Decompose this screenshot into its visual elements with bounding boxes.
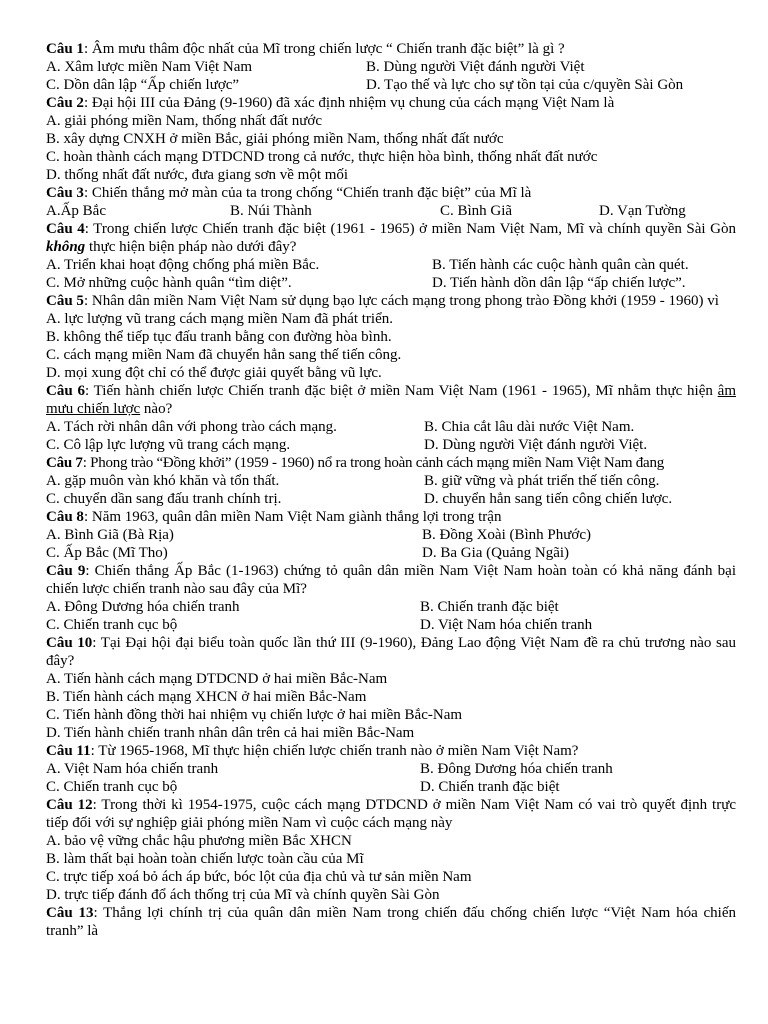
option-a: A. giải phóng miền Nam, thống nhất đất nước <box>46 113 323 129</box>
question-number: Câu 9 <box>46 563 86 579</box>
question-number: Câu 4 <box>46 221 85 237</box>
question-text-end: thực hiện biện pháp nào dưới đây? <box>85 239 297 255</box>
question-text-end: nào? <box>140 401 173 417</box>
option-d: D. Tiến hành dồn dân lập “ấp chiến lược”. <box>432 275 686 291</box>
question-5-stem <box>46 292 736 310</box>
question-number: Câu 12 <box>46 797 93 813</box>
option-b: B. Tiến hành cách mạng XHCN ở hai miền Bắc-Nam <box>46 689 367 705</box>
question-12-stem <box>46 796 736 832</box>
option-d: D. thống nhất đất nước, đưa giang sơn về một mối <box>46 167 349 183</box>
option-c: C. Cô lập lực lượng vũ trang cách mạng. <box>46 437 291 453</box>
option-a: A. Việt Nam hóa chiến tranh <box>46 761 219 777</box>
option-d: D. Ba Gia (Quảng Ngãi) <box>422 545 570 561</box>
options-row <box>46 490 736 508</box>
option-b: B. Chiến tranh đặc biệt <box>420 599 559 615</box>
options-row <box>46 760 736 778</box>
options-row <box>46 436 736 454</box>
option-d: D. Vạn Tường <box>599 203 686 219</box>
option-b: B. Núi Thành <box>230 203 312 219</box>
question-number: Câu 5 <box>46 293 84 309</box>
question-number: Câu 7 <box>46 455 83 471</box>
question-text: : Năm 1963, quân dân miền Nam Việt Nam giành thắng lợi trong trận <box>83 509 502 525</box>
question-text: : Tiến hành chiến lược Chiến tranh đặc biệt ở miền Nam Việt Nam (1961 - 1965), Mĩ nhằm thực hiện <box>84 383 718 399</box>
question-number: Câu 13 <box>46 905 94 921</box>
option-b: B. xây dựng CNXH ở miền Bắc, giải phóng miền Nam, thống nhất đất nước <box>46 131 504 147</box>
question-text: : Chiến thắng Ấp Bắc (1-1963) chứng tỏ quân dân miền Nam Việt Nam hoàn toàn có khả năng đánh bại chiến lược chiến tranh nào sau đây của Mĩ? <box>46 563 736 597</box>
option-d: D. Tạo thế và lực cho sự tồn tại của c/quyền Sài Gòn <box>366 77 684 93</box>
option-c: C. hoàn thành cách mạng DTDCND trong cả nước, thực hiện hòa bình, thống nhất đất nước <box>46 149 598 165</box>
question-9-stem <box>46 562 736 598</box>
question-underlined: âm mưu chiến lược <box>46 383 736 417</box>
question-1-stem <box>46 40 736 58</box>
options-row <box>46 778 736 796</box>
question-number: Câu 1 <box>46 41 84 57</box>
question-text: : Trong thời kì 1954-1975, cuộc cách mạng DTDCND ở miền Nam Việt Nam có vai trò quyết định trực tiếp đối với sự nghiệp giải phóng miền Nam vì cuộc cách mạng này <box>46 797 736 831</box>
option-a: A. gặp muôn vàn khó khăn và tổn thất. <box>46 473 280 489</box>
options-row <box>46 616 736 634</box>
option-d: D. trực tiếp đánh đổ ách thống trị của Mĩ và chính quyền Sài Gòn <box>46 887 440 903</box>
question-number: Câu 2 <box>46 95 84 111</box>
question-number: Câu 6 <box>46 383 85 399</box>
option-c: C. cách mạng miền Nam đã chuyển hẳn sang thế tiến công. <box>46 347 402 363</box>
option-a: A. lực lượng vũ trang cách mạng miền Nam đã phát triển. <box>46 311 394 327</box>
question-number: Câu 3 <box>46 185 84 201</box>
question-8-stem <box>46 508 736 526</box>
option-a: A. Tách rời nhân dân với phong trào cách mạng. <box>46 419 337 435</box>
option-c: C. Mở những cuộc hành quân “tìm diệt”. <box>46 275 292 291</box>
question-3-stem <box>46 184 736 202</box>
option-b: B. Đồng Xoài (Bình Phước) <box>422 527 591 543</box>
question-6-stem <box>46 382 736 418</box>
option-d: D. Tiến hành chiến tranh nhân dân trên cả hai miền Bắc-Nam <box>46 725 415 741</box>
question-number: Câu 8 <box>46 509 84 525</box>
question-7-stem <box>46 454 736 472</box>
option-b: B. làm thất bại hoàn toàn chiến lược toàn cầu của Mĩ <box>46 851 364 867</box>
option-b: B. Dùng người Việt đánh người Việt <box>366 59 585 75</box>
question-text: : Từ 1965-1968, Mĩ thực hiện chiến lược chiến tranh nào ở miền Nam Việt Nam? <box>90 743 579 759</box>
question-text: : Trong chiến lược Chiến tranh đặc biệt (1961 - 1965) ở miền Nam Việt Nam, Mĩ và chính quyền Sài Gòn <box>84 221 736 237</box>
option-b: B. Đông Dương hóa chiến tranh <box>420 761 613 777</box>
question-11-stem <box>46 742 736 760</box>
option-d: D. mọi xung đột chỉ có thể được giải quyết bằng vũ lực. <box>46 365 382 381</box>
question-text: : Thắng lợi chính trị của quân dân miền Nam trong chiến đấu chống chiến lược “Việt Nam hóa chiến tranh” là <box>46 905 736 939</box>
option-c: C. Dồn dân lập “Ấp chiến lược” <box>46 77 240 93</box>
option-a: A.Ấp Bắc <box>46 203 106 219</box>
question-text: : Nhân dân miền Nam Việt Nam sử dụng bạo lực cách mạng trong phong trào Đồng khởi (1959 - 1960) vì <box>83 293 719 309</box>
option-a: A. Bình Giã (Bà Rịa) <box>46 527 174 543</box>
option-c: C. Tiến hành đồng thời hai nhiệm vụ chiến lược ở hai miền Bắc-Nam <box>46 707 463 723</box>
options-row <box>46 202 736 220</box>
option-b: B. Tiến hành các cuộc hành quân càn quét. <box>432 257 689 273</box>
question-4-stem <box>46 220 736 256</box>
question-number: Câu 10 <box>46 635 93 651</box>
question-number: Câu 11 <box>46 743 91 759</box>
question-13-stem <box>46 904 736 940</box>
option-d: D. Việt Nam hóa chiến tranh <box>420 617 593 633</box>
options-row <box>46 544 736 562</box>
option-a: A. Xâm lược miền Nam Việt Nam <box>46 59 253 75</box>
option-c: C. Chiến tranh cục bộ <box>46 617 178 633</box>
options-row <box>46 472 736 490</box>
question-10-stem <box>46 634 736 670</box>
question-emphasis: không <box>46 239 86 255</box>
options-row <box>46 274 736 292</box>
question-2-stem <box>46 94 736 112</box>
option-a: A. Đông Dương hóa chiến tranh <box>46 599 240 615</box>
options-row <box>46 58 736 76</box>
option-d: D. Chiến tranh đặc biệt <box>420 779 560 795</box>
options-row <box>46 526 736 544</box>
options-row <box>46 76 736 94</box>
option-c: C. Bình Giã <box>440 203 513 219</box>
option-c: C. chuyển dần sang đấu tranh chính trị. <box>46 491 282 507</box>
option-c: C. Chiến tranh cục bộ <box>46 779 178 795</box>
option-d: D. Dùng người Việt đánh người Việt. <box>424 437 648 453</box>
option-b: B. giữ vững và phát triển thế tiến công. <box>424 473 660 489</box>
question-text: : Chiến thắng mở màn của ta trong chống “Chiến tranh đặc biệt” của Mĩ là <box>83 185 532 201</box>
question-text: : Âm mưu thâm độc nhất của Mĩ trong chiến lược “ Chiến tranh đặc biệt” là gì ? <box>83 41 565 57</box>
options-row <box>46 418 736 436</box>
options-row <box>46 598 736 616</box>
option-a: A. bảo vệ vững chắc hậu phương miền Bắc XHCN <box>46 833 352 849</box>
option-b: B. không thể tiếp tục đấu tranh bằng con đường hòa bình. <box>46 329 392 345</box>
question-text: : Tại Đại hội đại biểu toàn quốc lần thứ III (9-1960), Đảng Lao động Việt Nam đề ra chủ trương nào sau đây? <box>46 635 736 669</box>
question-text: : Phong trào “Đồng khởi” (1959 - 1960) nổ ra trong hoàn cảnh cách mạng miền Nam Việt Nam đang <box>82 455 664 471</box>
option-c: C. Ấp Bắc (Mĩ Tho) <box>46 545 168 561</box>
question-text: : Đại hội III của Đảng (9-1960) đã xác định nhiệm vụ chung của cách mạng Việt Nam là <box>83 95 615 111</box>
option-b: B. Chia cắt lâu dài nước Việt Nam. <box>424 419 635 435</box>
option-d: D. chuyển hẳn sang tiến công chiến lược. <box>424 491 673 507</box>
options-row <box>46 256 736 274</box>
exam-document <box>46 40 736 940</box>
option-a: A. Tiến hành cách mạng DTDCND ở hai miền Bắc-Nam <box>46 671 388 687</box>
option-a: A. Triển khai hoạt động chống phá miền Bắc. <box>46 257 320 273</box>
option-c: C. trực tiếp xoá bỏ ách áp bức, bóc lột của địa chủ và tư sản miền Nam <box>46 869 472 885</box>
